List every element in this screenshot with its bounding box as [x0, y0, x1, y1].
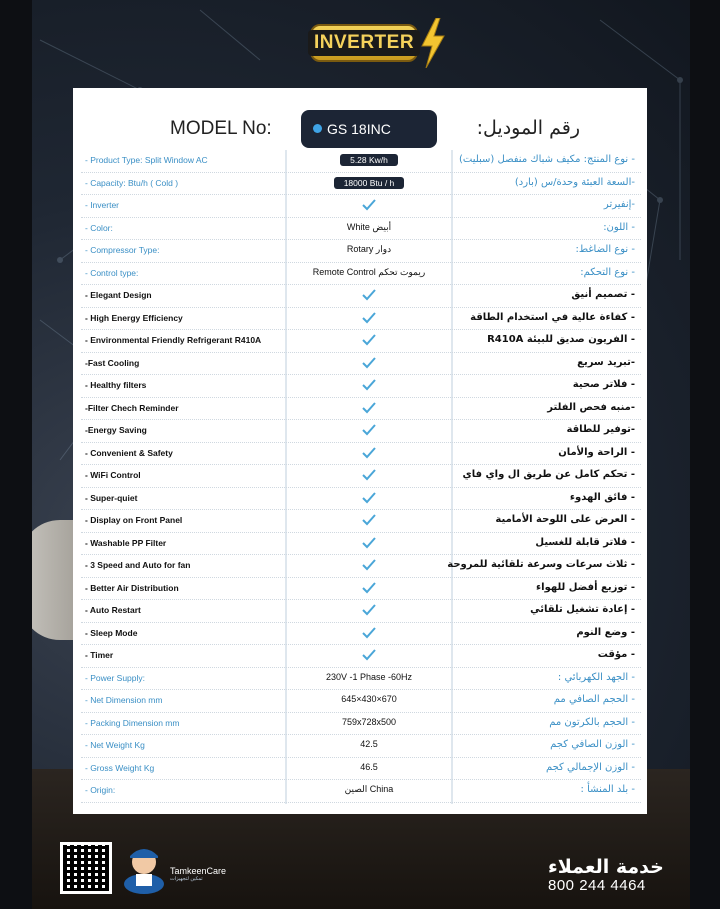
- spec-value: [286, 222, 452, 233]
- spec-value-text: 645×430×670: [341, 694, 397, 704]
- spec-row: [81, 195, 641, 218]
- spec-row: [81, 240, 641, 263]
- spec-label-en: - 3 Speed and Auto for fan: [85, 560, 191, 570]
- spec-label-ar: - الراحة والأمان: [558, 446, 635, 458]
- spec-label-en: - Capacity: Btu/h ( Cold ): [85, 177, 179, 188]
- spec-label-ar: - فائق الهدوء: [569, 491, 635, 503]
- spec-label-en: - Healthy filters: [85, 380, 147, 390]
- spec-value: [286, 537, 452, 551]
- spec-value: [286, 492, 452, 506]
- spec-label-en: - Color:: [85, 222, 113, 233]
- spec-value-text: White أبيض: [346, 221, 392, 232]
- spec-label-en: - Origin:: [85, 785, 116, 795]
- bullet-dot-icon: [313, 124, 322, 133]
- technician-mascot-icon: [118, 840, 170, 894]
- spec-row: [81, 578, 641, 601]
- checkmark-icon: [362, 469, 376, 481]
- spec-value-text: 230V -1 Phase -60Hz: [325, 671, 413, 682]
- spec-label-en: - Compressor Type:: [85, 245, 160, 255]
- spec-row: [81, 600, 641, 623]
- spec-value-text: 46.5: [360, 761, 378, 772]
- checkmark-icon: [362, 289, 376, 301]
- spec-row: [81, 420, 641, 443]
- spec-value-text: Rotary دوار: [346, 244, 392, 254]
- spec-value: [286, 604, 452, 618]
- checkmark-icon: [362, 537, 376, 549]
- spec-row: [81, 623, 641, 646]
- spec-label-ar: - تصميم أنيق: [571, 289, 635, 300]
- spec-value: [286, 334, 452, 348]
- spec-value: [286, 402, 452, 416]
- spec-label-en: - Washable PP Filter: [85, 537, 167, 548]
- right-edge: [690, 0, 720, 909]
- spec-label-en: - Convenient & Safety: [85, 447, 173, 458]
- spec-label-ar: - نوع التحكم:: [580, 266, 635, 278]
- spec-label-ar: - العرض على اللوحة الأمامية: [495, 514, 635, 525]
- spec-value: [286, 312, 452, 326]
- inverter-label: INVERTER: [308, 30, 420, 56]
- spec-label-en: - Control type:: [85, 267, 139, 278]
- checkmark-icon: [362, 334, 376, 346]
- spec-label-en: - WiFi Control: [85, 470, 141, 480]
- spec-value: [286, 379, 452, 393]
- checkmark-icon: [362, 649, 376, 661]
- spec-label-en: - Super-quiet: [85, 492, 138, 503]
- spec-value: [286, 447, 452, 461]
- spec-value-text: 759x728x500: [341, 716, 397, 727]
- spec-label-ar: -توفير للطاقة: [566, 424, 635, 435]
- spec-row: [81, 533, 641, 556]
- spec-value-text: 42.5: [360, 739, 378, 749]
- spec-value-badge: 18000 Btu / h: [334, 177, 405, 189]
- spec-label-ar: - الفريون صديق للبيئة R410A: [487, 334, 635, 345]
- spec-label-en: -Fast Cooling: [85, 357, 140, 368]
- spec-label-en: - Display on Front Panel: [85, 515, 183, 525]
- checkmark-icon: [362, 582, 376, 594]
- spec-row: [81, 173, 641, 196]
- spec-label-en: - Elegant Design: [85, 290, 152, 300]
- spec-value: [286, 784, 452, 795]
- spec-label-en: - Power Supply:: [85, 672, 145, 683]
- spec-label-ar: - توزيع أفضل للهواء: [536, 581, 635, 593]
- spec-label-ar: - وضع النوم: [576, 626, 635, 638]
- spec-row: [81, 758, 641, 781]
- checkmark-icon: [362, 199, 376, 211]
- spec-value: [286, 244, 452, 255]
- spec-value: [286, 672, 452, 682]
- spec-value: [286, 199, 452, 213]
- spec-value: [286, 559, 452, 573]
- checkmark-icon: [362, 447, 376, 459]
- spec-label-en: - Net Weight Kg: [85, 740, 145, 750]
- model-label-ar: رقم الموديل:: [476, 117, 580, 139]
- spec-label-ar: - الحجم بالكرتون مم: [549, 716, 635, 728]
- spec-value: [286, 154, 452, 166]
- checkmark-icon: [362, 424, 376, 436]
- spec-value: [286, 267, 452, 278]
- spec-label-ar: -السعة العبئة وحدة/س (بارد): [514, 176, 635, 188]
- checkmark-icon: [362, 604, 376, 616]
- spec-row: [81, 398, 641, 421]
- lightning-bolt-icon: [420, 18, 446, 68]
- spec-row: [81, 713, 641, 736]
- spec-value: [286, 469, 452, 483]
- spec-label-en: -Energy Saving: [85, 425, 147, 435]
- spec-row: [81, 780, 641, 803]
- spec-label-ar: - الحجم الصافي مم: [553, 694, 635, 705]
- spec-label-en: -Filter Chech Reminder: [85, 402, 179, 413]
- qr-pattern: [63, 845, 109, 891]
- spec-value: [286, 582, 452, 596]
- spec-label-en: - Packing Dimension mm: [85, 717, 180, 728]
- left-edge: [0, 0, 32, 909]
- checkmark-icon: [362, 514, 376, 526]
- spec-row: [81, 465, 641, 488]
- spec-label-en: - Timer: [85, 650, 114, 660]
- spec-row: [81, 735, 641, 758]
- spec-label-en: - Environmental Friendly Refrigerant R410A: [85, 335, 262, 345]
- spec-value: [286, 717, 452, 727]
- checkmark-icon: [362, 357, 376, 369]
- spec-row: [81, 668, 641, 691]
- spec-value: [286, 649, 452, 663]
- spec-value: [286, 177, 452, 189]
- spec-value: [286, 514, 452, 528]
- spec-label-ar: - إعادة تشغيل تلقائي: [530, 604, 635, 615]
- spec-label-ar: - مؤقت: [597, 649, 635, 660]
- spec-label-ar: - بلد المنشأ :: [580, 784, 635, 795]
- brand-tagline: تمكين لتجهيزات: [170, 876, 203, 882]
- spec-row: [81, 555, 641, 578]
- spec-label-en: - Auto Restart: [85, 605, 141, 615]
- checkmark-icon: [362, 627, 376, 639]
- spec-label-en: - Better Air Distribution: [85, 582, 179, 593]
- qr-code[interactable]: [60, 842, 112, 894]
- spec-row: [81, 330, 641, 353]
- spec-row: [81, 308, 641, 331]
- spec-label-en: - Product Type: Split Window AC: [85, 155, 208, 165]
- spec-row: [81, 510, 641, 533]
- spec-label-ar: - الجهد الكهربائي :: [557, 671, 635, 683]
- spec-label-en: - High Energy Efficiency: [85, 312, 183, 323]
- checkmark-icon: [362, 402, 376, 414]
- customer-service-label: خدمة العملاء: [548, 856, 664, 878]
- spec-row: [81, 353, 641, 376]
- spec-row: [81, 443, 641, 466]
- checkmark-icon: [362, 379, 376, 391]
- spec-value: [286, 694, 452, 704]
- spec-label-en: - Net Dimension mm: [85, 695, 163, 705]
- spec-row: [81, 150, 641, 173]
- spec-value-text: Remote Control ريموت تحكم: [312, 266, 426, 277]
- spec-label-ar: -إنفيرتر: [603, 199, 635, 210]
- spec-value: [286, 739, 452, 749]
- brand-name: TamkeenCare: [170, 866, 227, 876]
- spec-label-ar: - الوزن الإجمالي كجم: [545, 761, 635, 773]
- inverter-badge: [310, 24, 418, 62]
- spec-row: [81, 375, 641, 398]
- spec-label-ar: -منبه فحص الفلتر: [547, 401, 635, 413]
- spec-label-ar: - الوزن الصافي كجم: [550, 739, 635, 750]
- checkmark-icon: [362, 492, 376, 504]
- spec-label-en: - Gross Weight Kg: [85, 762, 155, 773]
- spec-label-ar: - اللون:: [603, 221, 635, 233]
- model-number: GS 18INC: [327, 121, 391, 137]
- model-number-pill: [301, 110, 437, 148]
- spec-label-ar: - نوع الضاغط:: [575, 244, 635, 255]
- spec-value: [286, 289, 452, 303]
- checkmark-icon: [362, 559, 376, 571]
- spec-label-ar: - فلاتر صحية: [572, 379, 635, 390]
- spec-value-badge: 5.28 Kw/h: [340, 154, 398, 166]
- spec-value-text: الصين China: [344, 784, 394, 794]
- spec-row: [81, 690, 641, 713]
- spec-label-ar: - تحكم كامل عن طريق ال واي فاي: [462, 469, 635, 480]
- brand-logo: [170, 866, 226, 882]
- spec-sheet-card: [73, 88, 647, 814]
- spec-row: [81, 218, 641, 241]
- spec-label-ar: - نوع المنتج: مكيف شباك منفصل (سبليت): [458, 154, 635, 165]
- spec-label-ar: - ثلاث سرعات وسرعة تلقائية للمروحة: [447, 559, 635, 570]
- spec-row: [81, 488, 641, 511]
- spec-row: [81, 645, 641, 668]
- spec-label-en: - Sleep Mode: [85, 627, 138, 638]
- spec-label-ar: - كفاءة عالية في استخدام الطاقة: [470, 311, 635, 323]
- spec-value: [286, 762, 452, 772]
- spec-row: [81, 285, 641, 308]
- model-label-en: MODEL No:: [170, 118, 272, 139]
- customer-service-number[interactable]: 800 244 4464: [548, 877, 646, 894]
- spec-row: [81, 263, 641, 286]
- spec-label-ar: - فلاتر قابلة للغسيل: [535, 536, 635, 548]
- spec-label-ar: -تبريد سريع: [577, 356, 635, 368]
- checkmark-icon: [362, 312, 376, 324]
- spec-value: [286, 627, 452, 641]
- spec-value: [286, 357, 452, 371]
- spec-value: [286, 424, 452, 438]
- spec-label-en: - Inverter: [85, 200, 120, 210]
